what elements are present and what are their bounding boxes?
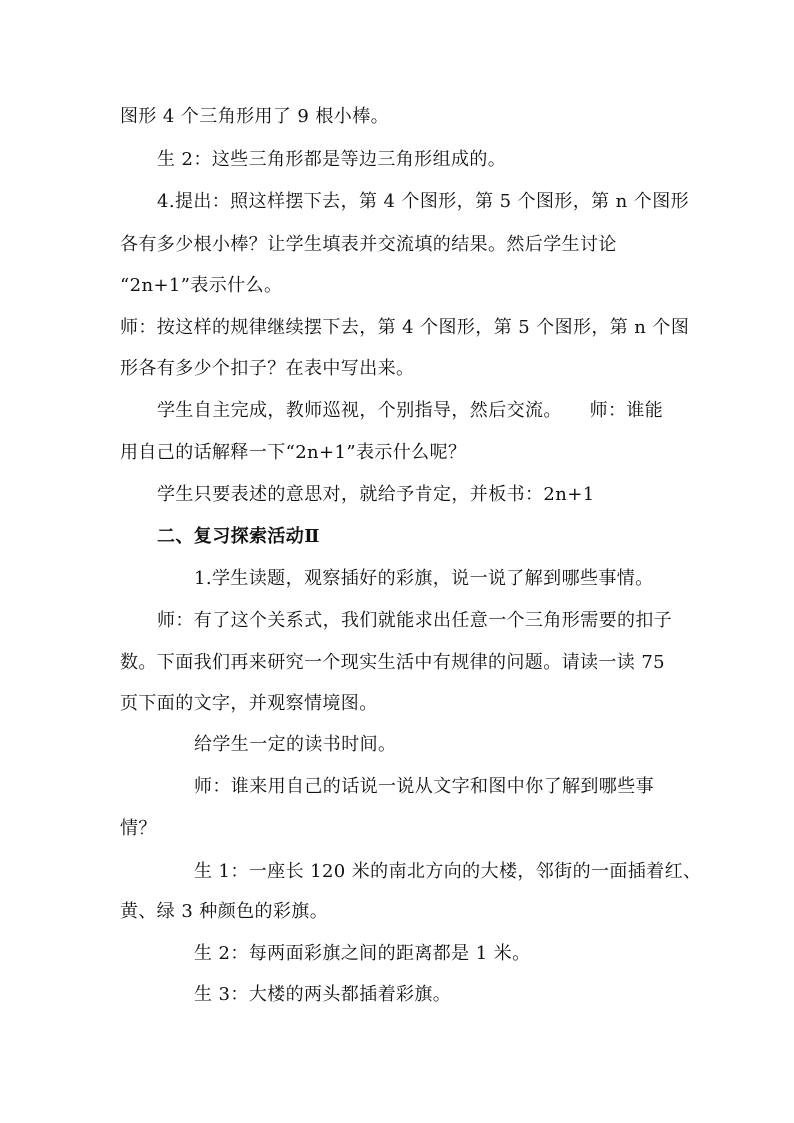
text-line: 生 2：这些三角形都是等边三角形组成的。 (157, 149, 507, 170)
text-line: 1.学生读题，观察插好的彩旗，说一说了解到哪些事情。 (194, 568, 654, 589)
text-line: 4.提出：照这样摆下去，第 4 个图形，第 5 个图形，第 n 个图形 (157, 191, 689, 212)
text-line: 生 1：一座长 120 米的南北方向的大楼，邻街的一面插着红、 (194, 861, 702, 882)
text-line: “2n+1”表示什么。 (120, 275, 283, 296)
text-line: 师：谁来用自己的话说一说从文字和图中你了解到哪些事 (194, 776, 654, 797)
text-line: 生 3：大楼的两头都插着彩旗。 (194, 984, 452, 1005)
text-line: 页下面的文字，并观察情境图。 (120, 693, 378, 714)
text-line: 师：有了这个关系式，我们就能求出任意一个三角形需要的扣子 (157, 610, 673, 631)
section-heading: 二、复习探索活动Ⅱ (157, 526, 320, 547)
text-line: 学生自主完成，教师巡视，个别指导，然后交流。 师：谁能 (157, 400, 664, 421)
text-line: 生 2：每两面彩旗之间的距离都是 1 米。 (194, 943, 531, 964)
text-line: 形各有多少个扣子？在表中写出来。 (120, 358, 415, 379)
text-line: 图形 4 个三角形用了 9 根小棒。 (120, 106, 389, 127)
text-line: 黄、绿 3 种颜色的彩旗。 (120, 901, 329, 922)
text-line: 用自己的话解释一下“2n+1”表示什么呢？ (120, 442, 467, 463)
text-line: 师：按这样的规律继续摆下去，第 4 个图形，第 5 个图形，第 n 个图 (120, 317, 690, 338)
text-line: 数。下面我们再来研究一个现实生活中有规律的问题。请读一读 75 (120, 652, 666, 673)
text-line: 学生只要表述的意思对，就给予肯定，并板书：2n+1 (157, 484, 595, 505)
text-line: 各有多少根小棒？让学生填表并交流填的结果。然后学生讨论 (120, 234, 617, 255)
text-line: 给学生一定的读书时间。 (194, 734, 397, 755)
text-line: 情？ (120, 818, 157, 839)
